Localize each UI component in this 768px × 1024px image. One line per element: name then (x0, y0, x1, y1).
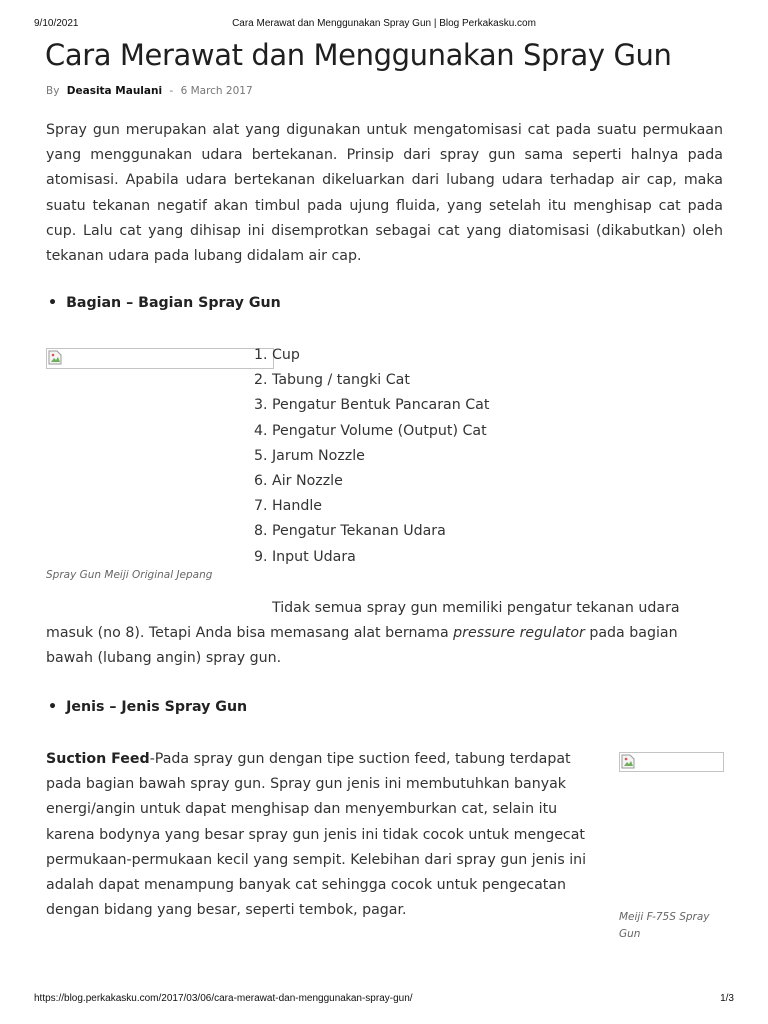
article-title: Cara Merawat dan Menggunakan Spray Gun (45, 38, 672, 72)
page-url[interactable]: https://blog.perkakasku.com/2017/03/06/cara-merawat-dan-menggunakan-spray-gun/ (34, 993, 413, 1004)
parts-list-item (254, 419, 489, 444)
intro-paragraph: Spray gun merupakan alat yang digunakan untuk mengatomisasi cat pada suatu permukaan yang menggunakan udara bertekanan. Prinsip dari spray gun sama seperti halnya pada atomisasi. Apabila udara bertekanan dikeluarkan dari lubang udara terhadap air cap, maka suatu tekanan negatif akan timbul pada ujung fluida, yang setelah itu menghisap cat pada cup. Lalu cat yang dihisap ini disemprotkan sebagai cat yang diatomisasi (dikabutkan) oleh tekanan udara pada lubang didalam air cap. (46, 122, 723, 265)
parts-list-item (254, 494, 489, 519)
suction-feed-text: -Pada spray gun dengan tipe suction feed, tabung terdapat pada bagian bawah spray gun. Spray gun jenis ini membutuhkan banyak energi/angin untuk dapat menghisap dan menyemburkan cat, selain itu karena bodynya yang besar spray gun jenis ini tidak cocok untuk mengecat permukaan-permukaan kecil yang sempit. Kelebihan dari spray gun jenis ini adalah dapat menampung banyak cat sehingga cocok untuk pengecatan dengan bidang yang besar, seperti tembok, pagar. (46, 751, 587, 919)
list-number: 4. (254, 422, 268, 439)
regulator-note-paragraph (46, 596, 723, 672)
list-label: Pengatur Volume (Output) Cat (272, 422, 487, 439)
section-heading-text: Bagian – Bagian Spray Gun (66, 295, 281, 311)
parts-list-item (254, 393, 489, 418)
parts-list-item (254, 368, 489, 393)
meiji-spray-gun-image (619, 752, 724, 772)
section-heading-types (48, 699, 247, 715)
list-number: 5. (254, 447, 268, 464)
post-date: 6 March 2017 (180, 85, 253, 97)
caption-line: Gun (619, 928, 641, 940)
list-label: Jarum Nozzle (272, 447, 365, 464)
list-number: 6. (254, 473, 268, 490)
list-number: 1. (254, 347, 268, 363)
list-number: 8. (254, 523, 268, 540)
list-number: 3. (254, 397, 268, 414)
spray-gun-image (46, 348, 274, 369)
author-link[interactable]: Deasita Maulani (66, 85, 163, 97)
list-label: Handle (272, 498, 323, 515)
note-text-2: pada bagian bawah (lubang angin) spray gun. (46, 625, 678, 667)
parts-list-item (254, 545, 489, 570)
suction-feed-label: Suction Feed (46, 751, 150, 767)
by-label: By (46, 85, 60, 97)
list-label: Tabung / tangki Cat (272, 372, 410, 389)
list-label: Cup (272, 347, 300, 363)
list-label: Pengatur Bentuk Pancaran Cat (272, 397, 490, 414)
broken-image-icon (621, 754, 635, 769)
section-heading-parts (48, 295, 281, 311)
byline-separator: - (169, 85, 174, 97)
list-label: Air Nozzle (272, 473, 343, 490)
list-label: Pengatur Tekanan Udara (272, 523, 446, 540)
page-number: 1/3 (720, 993, 734, 1004)
parts-list-item (254, 519, 489, 544)
list-label: Input Udara (272, 548, 356, 565)
broken-image-icon (48, 350, 62, 365)
image-caption: Spray Gun Meiji Original Jepang (46, 569, 213, 581)
byline (46, 85, 253, 97)
bullet-dot: • (48, 295, 58, 311)
parts-list-item (254, 444, 489, 469)
meiji-image-caption (619, 909, 710, 943)
print-page-title: Cara Merawat dan Menggunakan Spray Gun | Blog Perkakasku.com (232, 18, 536, 29)
list-number: 7. (254, 498, 268, 515)
note-text-1: Tidak semua spray gun memiliki pengatur tekanan udara masuk (no 8). Tetapi Anda bisa memasang alat bernama (46, 600, 680, 642)
parts-list-item (254, 469, 489, 494)
caption-line: Meiji F-75S Spray (619, 911, 710, 923)
parts-list-item (254, 343, 489, 368)
print-date: 9/10/2021 (34, 18, 79, 29)
note-italic: pressure regulator (453, 625, 585, 642)
section-heading-text: Jenis – Jenis Spray Gun (66, 699, 248, 715)
parts-list (254, 343, 489, 570)
bullet-dot: • (48, 699, 58, 715)
list-number: 9. (254, 548, 268, 565)
suction-feed-paragraph (46, 747, 596, 923)
list-number: 2. (254, 372, 268, 389)
